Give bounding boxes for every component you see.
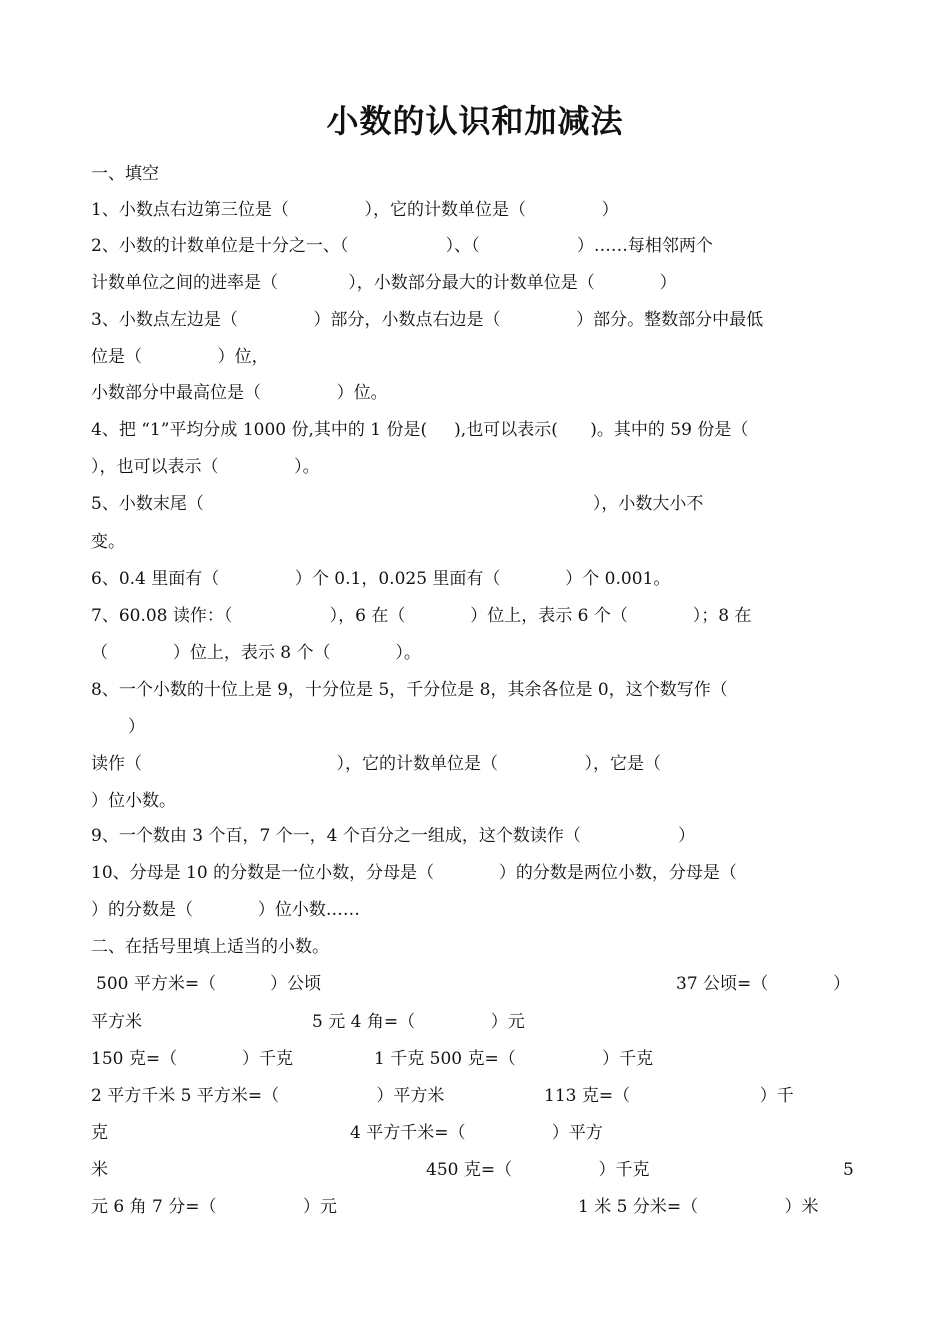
conversion-item: 113 克=（ ）千 <box>544 1086 794 1106</box>
conversion-item: 米 <box>91 1160 108 1180</box>
conversion-item: 2 平方千米 5 平方米=（ ）平方米 <box>91 1086 445 1106</box>
question-line: 10、分母是 10 的分数是一位小数，分母是（ ）的分数是两位小数，分母是（ <box>91 863 737 883</box>
question-line: 计数单位之间的进率是（ ），小数部分最大的计数单位是（ ） <box>91 273 677 293</box>
section1-heading: 一、填空 <box>91 164 159 184</box>
conversion-item: 500 平方米=（ ）公顷 <box>96 974 322 994</box>
question-line: ）位小数。 <box>91 791 176 811</box>
question-line: ）的分数是（ ）位小数…… <box>91 900 360 920</box>
conversion-item: 1 米 5 分米=（ ）米 <box>578 1197 819 1217</box>
question-line: 小数部分中最高位是（ ）位。 <box>91 383 388 403</box>
conversion-item: 5 <box>843 1160 854 1180</box>
conversion-item: 平方米 <box>91 1012 142 1032</box>
conversion-item: 450 克=（ ）千克 <box>426 1160 650 1180</box>
question-line: ），也可以表示（ ）。 <box>91 457 320 477</box>
page-title: 小数的认识和加减法 <box>326 102 624 140</box>
conversion-item: 150 克=（ ）千克 <box>91 1049 293 1069</box>
question-line: 1、小数点右边第三位是（ ），它的计数单位是（ ） <box>91 200 619 220</box>
question-line: 8、一个小数的十位上是 9，十分位是 5，千分位是 8，其余各位是 0，这个数写作（ <box>91 680 728 700</box>
conversion-item: 元 6 角 7 分=（ ）元 <box>91 1197 337 1217</box>
conversion-item: 5 元 4 角=（ ）元 <box>312 1012 525 1032</box>
question-line: （ ）位上，表示 8 个（ ）。 <box>91 643 421 663</box>
conversion-item: 37 公顷=（ ） <box>676 974 851 994</box>
conversion-item: 4 平方千米=（ ）平方 <box>350 1123 603 1143</box>
question-line: 变。 <box>91 532 125 552</box>
question-line: 4、把 “1”平均分成 1000 份,其中的 1 份是( ),也可以表示( )。其中的 59 份是（ <box>91 420 749 440</box>
question-line: 2、小数的计数单位是十分之一、（ ）、（ ）……每相邻两个 <box>91 236 713 256</box>
question-line: 9、一个数由 3 个百，7 个一，4 个百分之一组成，这个数读作（ ） <box>91 826 696 846</box>
question-line: 读作（ ），它的计数单位是（ ），它是（ <box>91 754 661 774</box>
question-line: 3、小数点左边是（ ）部分，小数点右边是（ ）部分。整数部分中最低 <box>91 310 764 330</box>
question-line: 位是（ ）位， <box>91 347 269 367</box>
conversion-item: 1 千克 500 克=（ ）千克 <box>374 1049 654 1069</box>
question-line: ） <box>128 717 145 737</box>
section2-heading: 二、在括号里填上适当的小数。 <box>91 937 329 957</box>
question-line: 5、小数末尾（ ），小数大小不 <box>91 494 704 514</box>
conversion-item: 克 <box>91 1123 108 1143</box>
question-line: 6、0.4 里面有（ ）个 0.1，0.025 里面有（ ）个 0.001。 <box>91 569 671 589</box>
question-line: 7、60.08 读作：（ ），6 在（ ）位上，表示 6 个（ ）；8 在 <box>91 606 752 626</box>
